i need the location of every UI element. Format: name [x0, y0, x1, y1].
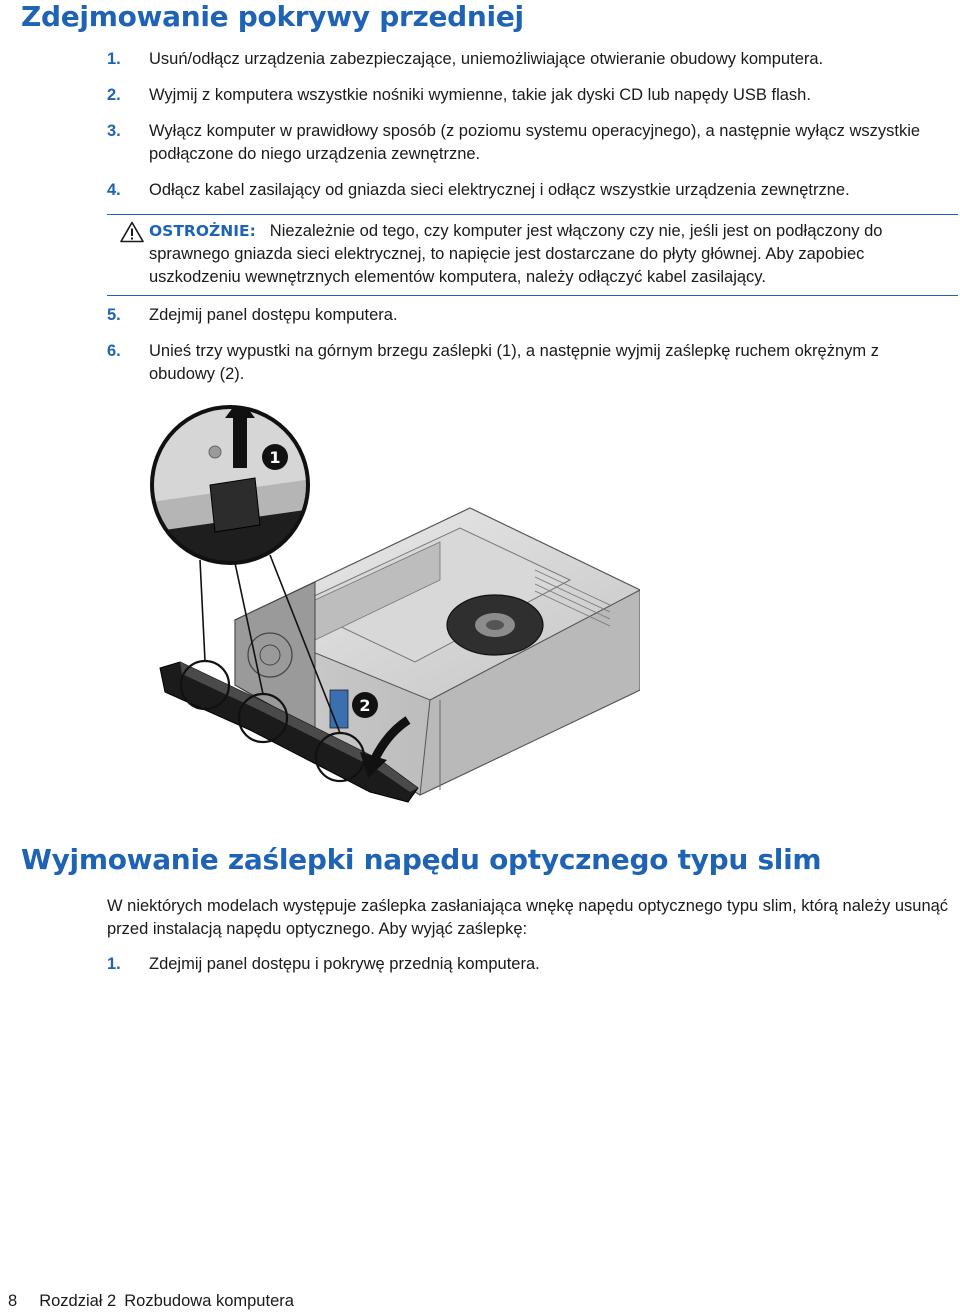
section-title-front-bezel: Zdejmowanie pokrywy przedniej	[21, 0, 524, 33]
callout-1-label: 1	[269, 448, 281, 467]
step-text: Usuń/odłącz urządzenia zabezpieczające, uniemożliwiające otwieranie obudowy komputera.	[149, 50, 824, 68]
step-3	[107, 120, 937, 166]
step-6	[107, 340, 937, 386]
callout-2-marker	[352, 692, 378, 718]
caution-label: OSTROŻNIE:	[149, 222, 256, 240]
step-4	[107, 179, 937, 202]
step-5	[107, 304, 937, 327]
chapter-label: Rozdział 2	[39, 1292, 117, 1310]
step-text: Zdejmij panel dostępu komputera.	[149, 306, 398, 324]
step-number: 1.	[107, 955, 121, 973]
caution-text: Niezależnie od tego, czy komputer jest włączony czy nie, jeśli jest on podłączony do sprawnego gniazda sieci elektrycznej, to napięcie jest dostarczane do płyty głównej. Aby zapobiec uszkodzeniu wewnętrznych elementów komputera, należy odłączyć kabel zasilający.	[149, 222, 883, 286]
section-title-optical-drive-bezel: Wyjmowanie zaślepki napędu optycznego typu slim	[21, 843, 822, 876]
fan-icon	[447, 595, 543, 655]
callout-2-label: 2	[359, 696, 371, 715]
step-1	[107, 48, 937, 71]
step-text: Wyłącz komputer w prawidłowy sposób (z poziomu systemu operacyjnego), a następnie wyłącz wszystkie podłączone do niego urządzenia zewnętrzne.	[149, 122, 921, 163]
step-number: 1.	[107, 50, 121, 68]
warning-triangle-icon	[120, 221, 144, 243]
step-number: 2.	[107, 86, 121, 104]
step-text: Wyjmij z komputera wszystkie nośniki wymienne, takie jak dyski CD lub napędy USB flash.	[149, 86, 811, 104]
page-number: 8	[8, 1292, 18, 1310]
page-footer	[8, 1292, 294, 1311]
bezel-removal-illustration	[140, 400, 640, 820]
zoom-detail	[140, 400, 340, 600]
step-number: 5.	[107, 306, 121, 324]
section2-intro: W niektórych modelach występuje zaślepka zasłaniająca wnękę napędu optycznego typu slim, którą należy usunąć przed instalacją napędu optycznego. Aby wyjąć zaślepkę:	[107, 897, 949, 938]
step-text: Unieś trzy wypustki na górnym brzegu zaślepki (1), a następnie wyjmij zaślepkę ruchem okrężnym z obudowy (2).	[149, 342, 879, 383]
step-text: Zdejmij panel dostępu i pokrywę przednią komputera.	[149, 955, 540, 973]
step-number: 3.	[107, 122, 121, 140]
step-2	[107, 84, 937, 107]
callout-1-marker	[262, 444, 288, 470]
chapter-title: Rozbudowa komputera	[124, 1292, 294, 1310]
step-number: 4.	[107, 181, 121, 199]
step-number: 6.	[107, 342, 121, 360]
step-text: Odłącz kabel zasilający od gniazda sieci elektrycznej i odłącz wszystkie urządzenia zewnętrzne.	[149, 181, 850, 199]
section2-step-1	[107, 953, 937, 976]
caution-box	[107, 214, 958, 296]
